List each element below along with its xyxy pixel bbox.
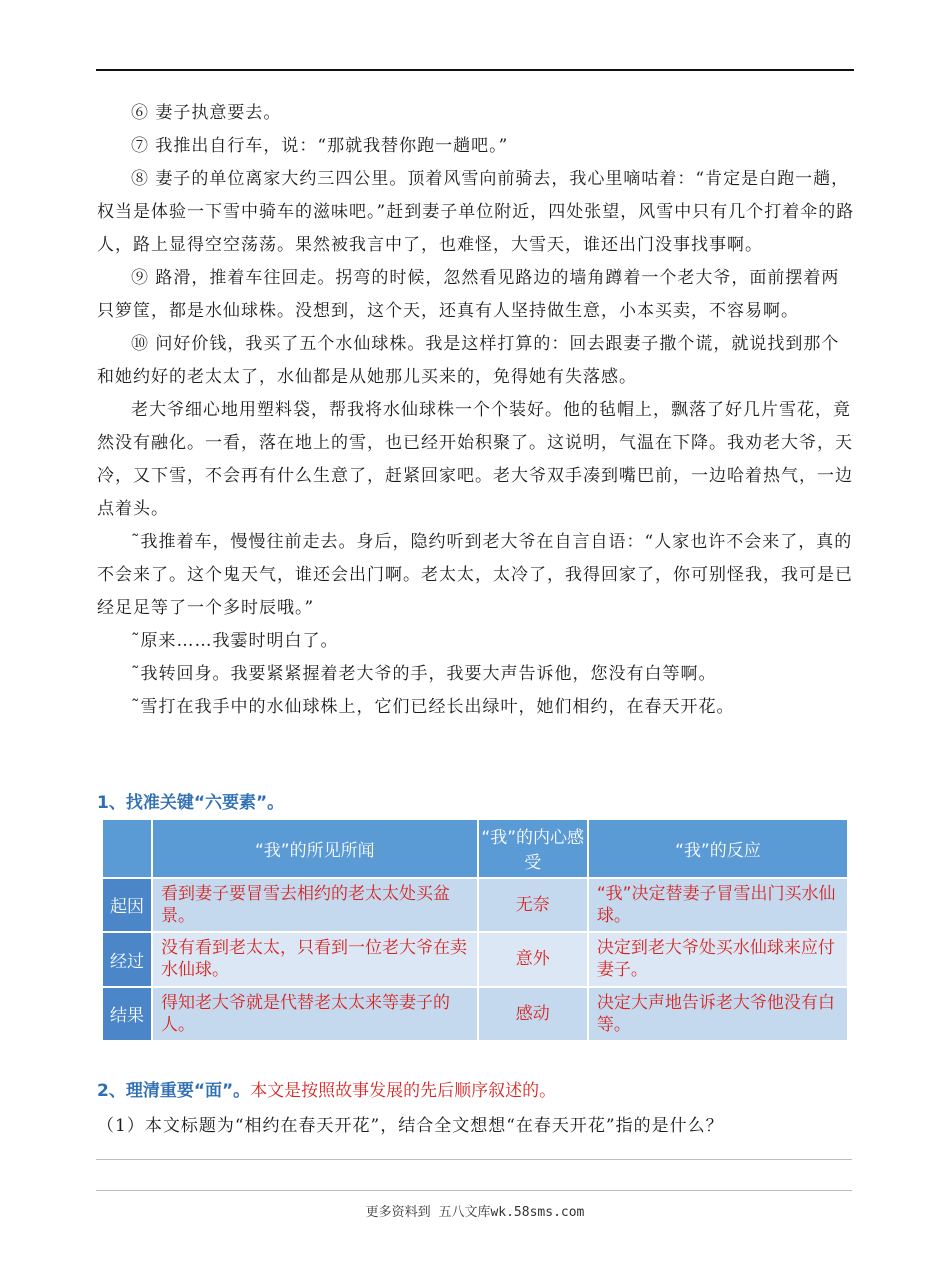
section-2-heading	[97, 1076, 556, 1101]
paragraph-12: ˜我推着车，慢慢往前走去。身后，隐约听到老大爷在自言自语：“人家也许不会来了，真的不会来了。这个鬼天气，谁还会出门啊。老太太，太冷了，我得回家了，你可别怪我，我可是已经足足等了一个多时辰哦。”	[97, 532, 853, 618]
table-row	[103, 933, 847, 985]
cell-seen: 得知老大爷就是代替老太太来等妻子的人。	[153, 988, 477, 1040]
cell-feeling: 意外	[479, 933, 587, 985]
six-elements-table	[101, 818, 849, 1042]
table-row	[103, 879, 847, 931]
cell-seen: 没有看到老太太，只看到一位老大爷在卖水仙球。	[153, 933, 477, 985]
paragraph-15: ˜雪打在我手中的水仙球株上，它们已经长出绿叶，她们相约，在春天开花。	[131, 697, 735, 717]
answer-line[interactable]	[96, 1159, 852, 1160]
answer-line[interactable]	[96, 1190, 852, 1191]
row-label: 起因	[103, 879, 151, 931]
section-1-heading: 1、找准关键“六要素”。	[97, 793, 285, 813]
cell-seen: 看到妻子要冒雪去相约的老太太处买盆景。	[153, 879, 477, 931]
section-2-title: 2、理清重要“面”。	[97, 1081, 251, 1101]
paragraph-13: ˜原来……我霎时明白了。	[131, 631, 339, 651]
section-2-answer: 本文是按照故事发展的先后顺序叙述的。	[250, 1081, 557, 1101]
paragraph-11: 老大爷细心地用塑料袋，帮我将水仙球株一个个装好。他的毡帽上，飘落了好几片雪花，竟然没有融化。一看，落在地上的雪，也已经开始积聚了。这说明，气温在下降。我劝老大爷，天冷，又下雪，不会再有什么生意了，赶紧回家吧。老大爷双手凑到嘴巴前，一边哈着热气，一边点着头。	[97, 400, 853, 519]
paragraph-8: ⑧ 妻子的单位离家大约三四公里。顶着风雪向前骑去，我心里嘀咕着：“肯定是白跑一趟，权当是体验一下雪中骑车的滋味吧。”赶到妻子单位附近，四处张望，风雪中只有几个打着伞的路人，路上显得空空荡荡。果然被我言中了，也难怪，大雪天，谁还出门没事找事啊。	[97, 169, 855, 255]
paragraph-14: ˜我转回身。我要紧紧握着老大爷的手，我要大声告诉他，您没有白等啊。	[131, 664, 717, 684]
top-rule	[96, 69, 854, 71]
header-seen: “我”的所见所闻	[153, 820, 477, 877]
cell-reaction: 决定到老大爷处买水仙球来应付妻子。	[589, 933, 847, 985]
header-feeling: “我”的内心感受	[479, 820, 587, 877]
cell-feeling: 感动	[479, 988, 587, 1040]
header-reaction: “我”的反应	[589, 820, 847, 877]
paragraph-10: ⑩ 问好价钱，我买了五个水仙球株。我是这样打算的：回去跟妻子撒个谎，就说找到那个和她约好的老太太了，水仙都是从她那儿买来的，免得她有失落感。	[97, 334, 840, 387]
cell-reaction: 决定大声地告诉老大爷他没有白等。	[589, 988, 847, 1040]
paragraph-6: ⑥ 妻子执意要去。	[131, 103, 282, 123]
paragraph-9: ⑨ 路滑，推着车往回走。拐弯的时候，忽然看见路边的墙角蹲着一个老大爷，面前摆着两只箩筐，都是水仙球株。没想到，这个天，还真有人坚持做生意，小本买卖，不容易啊。	[97, 268, 840, 321]
table-row	[103, 988, 847, 1040]
cell-reaction: “我”决定替妻子冒雪出门买水仙球。	[589, 879, 847, 931]
row-label: 结果	[103, 988, 151, 1040]
reading-passage	[97, 97, 855, 724]
cell-feeling: 无奈	[479, 879, 587, 931]
question-1: （1）本文标题为“相约在春天开花”，结合全文想想“在春天开花”指的是什么？	[97, 1116, 724, 1136]
paragraph-7: ⑦ 我推出自行车，说：“那就我替你跑一趟吧。”	[131, 136, 509, 156]
row-label: 经过	[103, 933, 151, 985]
corner-cell	[103, 820, 151, 877]
footer-text: 更多资料到 五八文库wk.58sms.com	[365, 1205, 585, 1220]
